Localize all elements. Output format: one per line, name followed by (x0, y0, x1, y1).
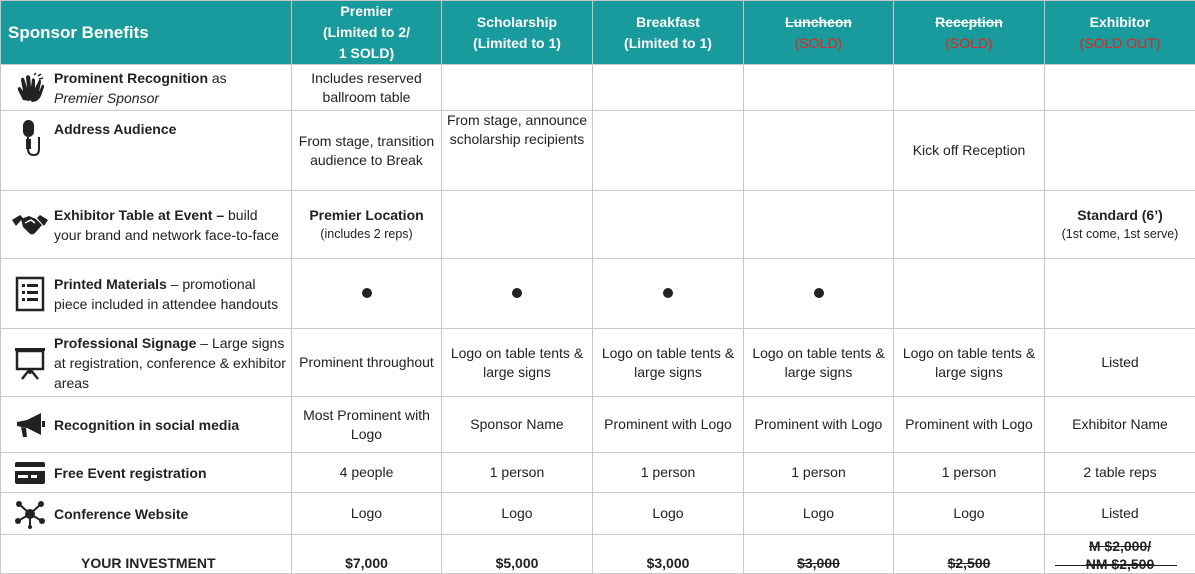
cell-premier: 4 people (292, 453, 442, 493)
benefit-cell: Address Audience (1, 111, 292, 191)
cell-premier (292, 259, 442, 329)
cell-reception: Logo (894, 493, 1045, 535)
cell-premier: Prominent throughout (292, 329, 442, 397)
cell-luncheon (744, 65, 894, 111)
bullet-dot (362, 288, 372, 298)
cell-breakfast (593, 111, 744, 191)
bullet-dot (814, 288, 824, 298)
investment-breakfast: $3,000 (593, 535, 744, 574)
row-investment (1, 535, 1195, 574)
benefit-cell: Exhibitor Table at Event – build your brand and network face-to-face (1, 191, 292, 259)
cell-breakfast: 1 person (593, 453, 744, 493)
row-prominent-recognition (1, 65, 1195, 111)
cell-exhibitor: 2 table reps (1045, 453, 1195, 493)
microphone-icon (6, 119, 54, 159)
cell-luncheon (744, 111, 894, 191)
investment-label: YOUR INVESTMENT (1, 535, 292, 574)
col-scholarship: Scholarship (Limited to 1) (442, 1, 593, 65)
cell-scholarship (442, 65, 593, 111)
cell-reception: Prominent with Logo (894, 397, 1045, 453)
cell-breakfast: Logo on table tents & large signs (593, 329, 744, 397)
cell-exhibitor: Exhibitor Name (1045, 397, 1195, 453)
row-conference-website (1, 493, 1195, 535)
cell-reception: Kick off Reception (894, 111, 1045, 191)
cell-premier: Most Prominent with Logo (292, 397, 442, 453)
benefit-cell: Printed Materials – promotional piece included in attendee handouts (1, 259, 292, 329)
cell-exhibitor: Standard (6’) (1st come, 1st serve) (1045, 191, 1195, 259)
cell-reception: 1 person (894, 453, 1045, 493)
cell-reception: Logo on table tents & large signs (894, 329, 1045, 397)
cell-premier: Includes reserved ballroom table (292, 65, 442, 111)
checklist-icon (6, 276, 54, 312)
cell-exhibitor (1045, 259, 1195, 329)
cell-luncheon: Logo (744, 493, 894, 535)
investment-luncheon: $3,000 (744, 535, 894, 574)
cell-scholarship (442, 259, 593, 329)
cell-scholarship: Sponsor Name (442, 397, 593, 453)
cell-breakfast: Logo (593, 493, 744, 535)
cell-exhibitor (1045, 111, 1195, 191)
cell-luncheon (744, 259, 894, 329)
cell-scholarship (442, 191, 593, 259)
investment-scholarship: $5,000 (442, 535, 593, 574)
cell-luncheon (744, 191, 894, 259)
cell-reception (894, 191, 1045, 259)
cell-luncheon: Prominent with Logo (744, 397, 894, 453)
cell-premier: Logo (292, 493, 442, 535)
network-hub-icon (6, 499, 54, 529)
benefit-cell: Professional Signage – Large signs at registration, conference & exhibitor areas (1, 329, 292, 397)
cell-premier: Premier Location (includes 2 reps) (292, 191, 442, 259)
cell-scholarship: Logo (442, 493, 593, 535)
benefit-cell: Prominent Recognition as Premier Sponsor (1, 65, 292, 111)
cell-breakfast: Prominent with Logo (593, 397, 744, 453)
cell-breakfast (593, 259, 744, 329)
investment-reception: $2,500 (894, 535, 1045, 574)
row-printed-materials (1, 259, 1195, 329)
bullet-dot (512, 288, 522, 298)
investment-premier: $7,000 (292, 535, 442, 574)
cell-scholarship: 1 person (442, 453, 593, 493)
megaphone-icon (6, 411, 54, 439)
investment-exhibitor: M $2,000/ NM $2,500 (1045, 535, 1195, 574)
header-title: Sponsor Benefits (1, 1, 292, 65)
benefit-cell: Recognition in social media (1, 397, 292, 453)
bullet-dot (663, 288, 673, 298)
col-reception: Reception (SOLD) (894, 1, 1045, 65)
cell-scholarship: From stage, announce scholarship recipients (442, 111, 593, 191)
cell-reception (894, 65, 1045, 111)
credit-card-icon (6, 461, 54, 485)
cell-exhibitor (1045, 65, 1195, 111)
cell-luncheon: 1 person (744, 453, 894, 493)
cell-breakfast (593, 191, 744, 259)
benefit-cell: Conference Website (1, 493, 292, 535)
handshake-icon (6, 212, 54, 238)
cell-reception (894, 259, 1045, 329)
cell-breakfast (593, 65, 744, 111)
header-row (1, 1, 1195, 65)
cell-scholarship: Logo on table tents & large signs (442, 329, 593, 397)
row-free-registration (1, 453, 1195, 493)
row-social-media (1, 397, 1195, 453)
col-exhibitor: Exhibitor (SOLD OUT) (1045, 1, 1195, 65)
benefit-cell: Free Event registration (1, 453, 292, 493)
cell-exhibitor: Listed (1045, 493, 1195, 535)
cell-premier: From stage, transition audience to Break (292, 111, 442, 191)
row-exhibitor-table (1, 191, 1195, 259)
col-luncheon: Luncheon (SOLD) (744, 1, 894, 65)
clapping-hands-icon (6, 72, 54, 104)
strike-rule (1055, 565, 1177, 566)
col-premier: Premier (Limited to 2/ 1 SOLD) (292, 1, 442, 65)
row-professional-signage (1, 329, 1195, 397)
cell-luncheon: Logo on table tents & large signs (744, 329, 894, 397)
cell-exhibitor: Listed (1045, 329, 1195, 397)
presentation-board-icon (6, 346, 54, 380)
col-breakfast: Breakfast (Limited to 1) (593, 1, 744, 65)
row-address-audience (1, 111, 1195, 191)
